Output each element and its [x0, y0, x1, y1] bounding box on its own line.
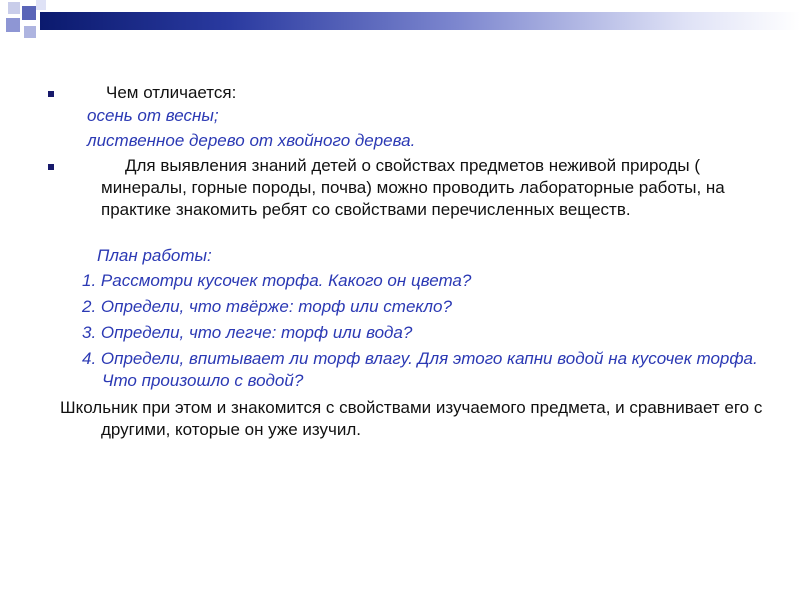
deco-square: [24, 26, 36, 38]
bullet-marker: [48, 164, 54, 170]
plan-item: 1. Рассмотри кусочек торфа. Какого он цвета?: [82, 271, 472, 290]
plan-item: 4. Определи, впитывает ли торф влагу. Для этого капни водой на кусочек торфа. Что произошло с водой?: [82, 349, 758, 390]
conclusion-paragraph: Школьник при этом и знакомится с свойствами изучаемого предмета, и сравнивает его с другими, которые он уже изучил.: [60, 398, 763, 439]
bullet-paragraph: Для выявления знаний детей о свойствах предметов неживой природы ( минералы, горные породы, почва) можно проводить лабораторные работы, на практике знакомить ребят со свойствами перечисленных веществ.: [101, 156, 725, 219]
header-gradient-band: [40, 12, 800, 30]
plan-item: 2. Определи, что твёрже: торф или стекло?: [82, 297, 452, 316]
sub-item: лиственное дерево от хвойного дерева.: [87, 131, 416, 150]
deco-square: [6, 18, 20, 32]
plan-item: 3. Определи, что легче: торф или вода?: [82, 323, 413, 342]
bullet-marker: [48, 91, 54, 97]
bullet-text: Чем отличается:: [106, 83, 237, 102]
sub-item: осень от весны;: [87, 106, 219, 125]
header-decoration: [0, 0, 800, 60]
plan-title: План работы:: [97, 246, 212, 265]
deco-square: [36, 0, 46, 10]
deco-square: [8, 2, 20, 14]
deco-square: [22, 6, 36, 20]
